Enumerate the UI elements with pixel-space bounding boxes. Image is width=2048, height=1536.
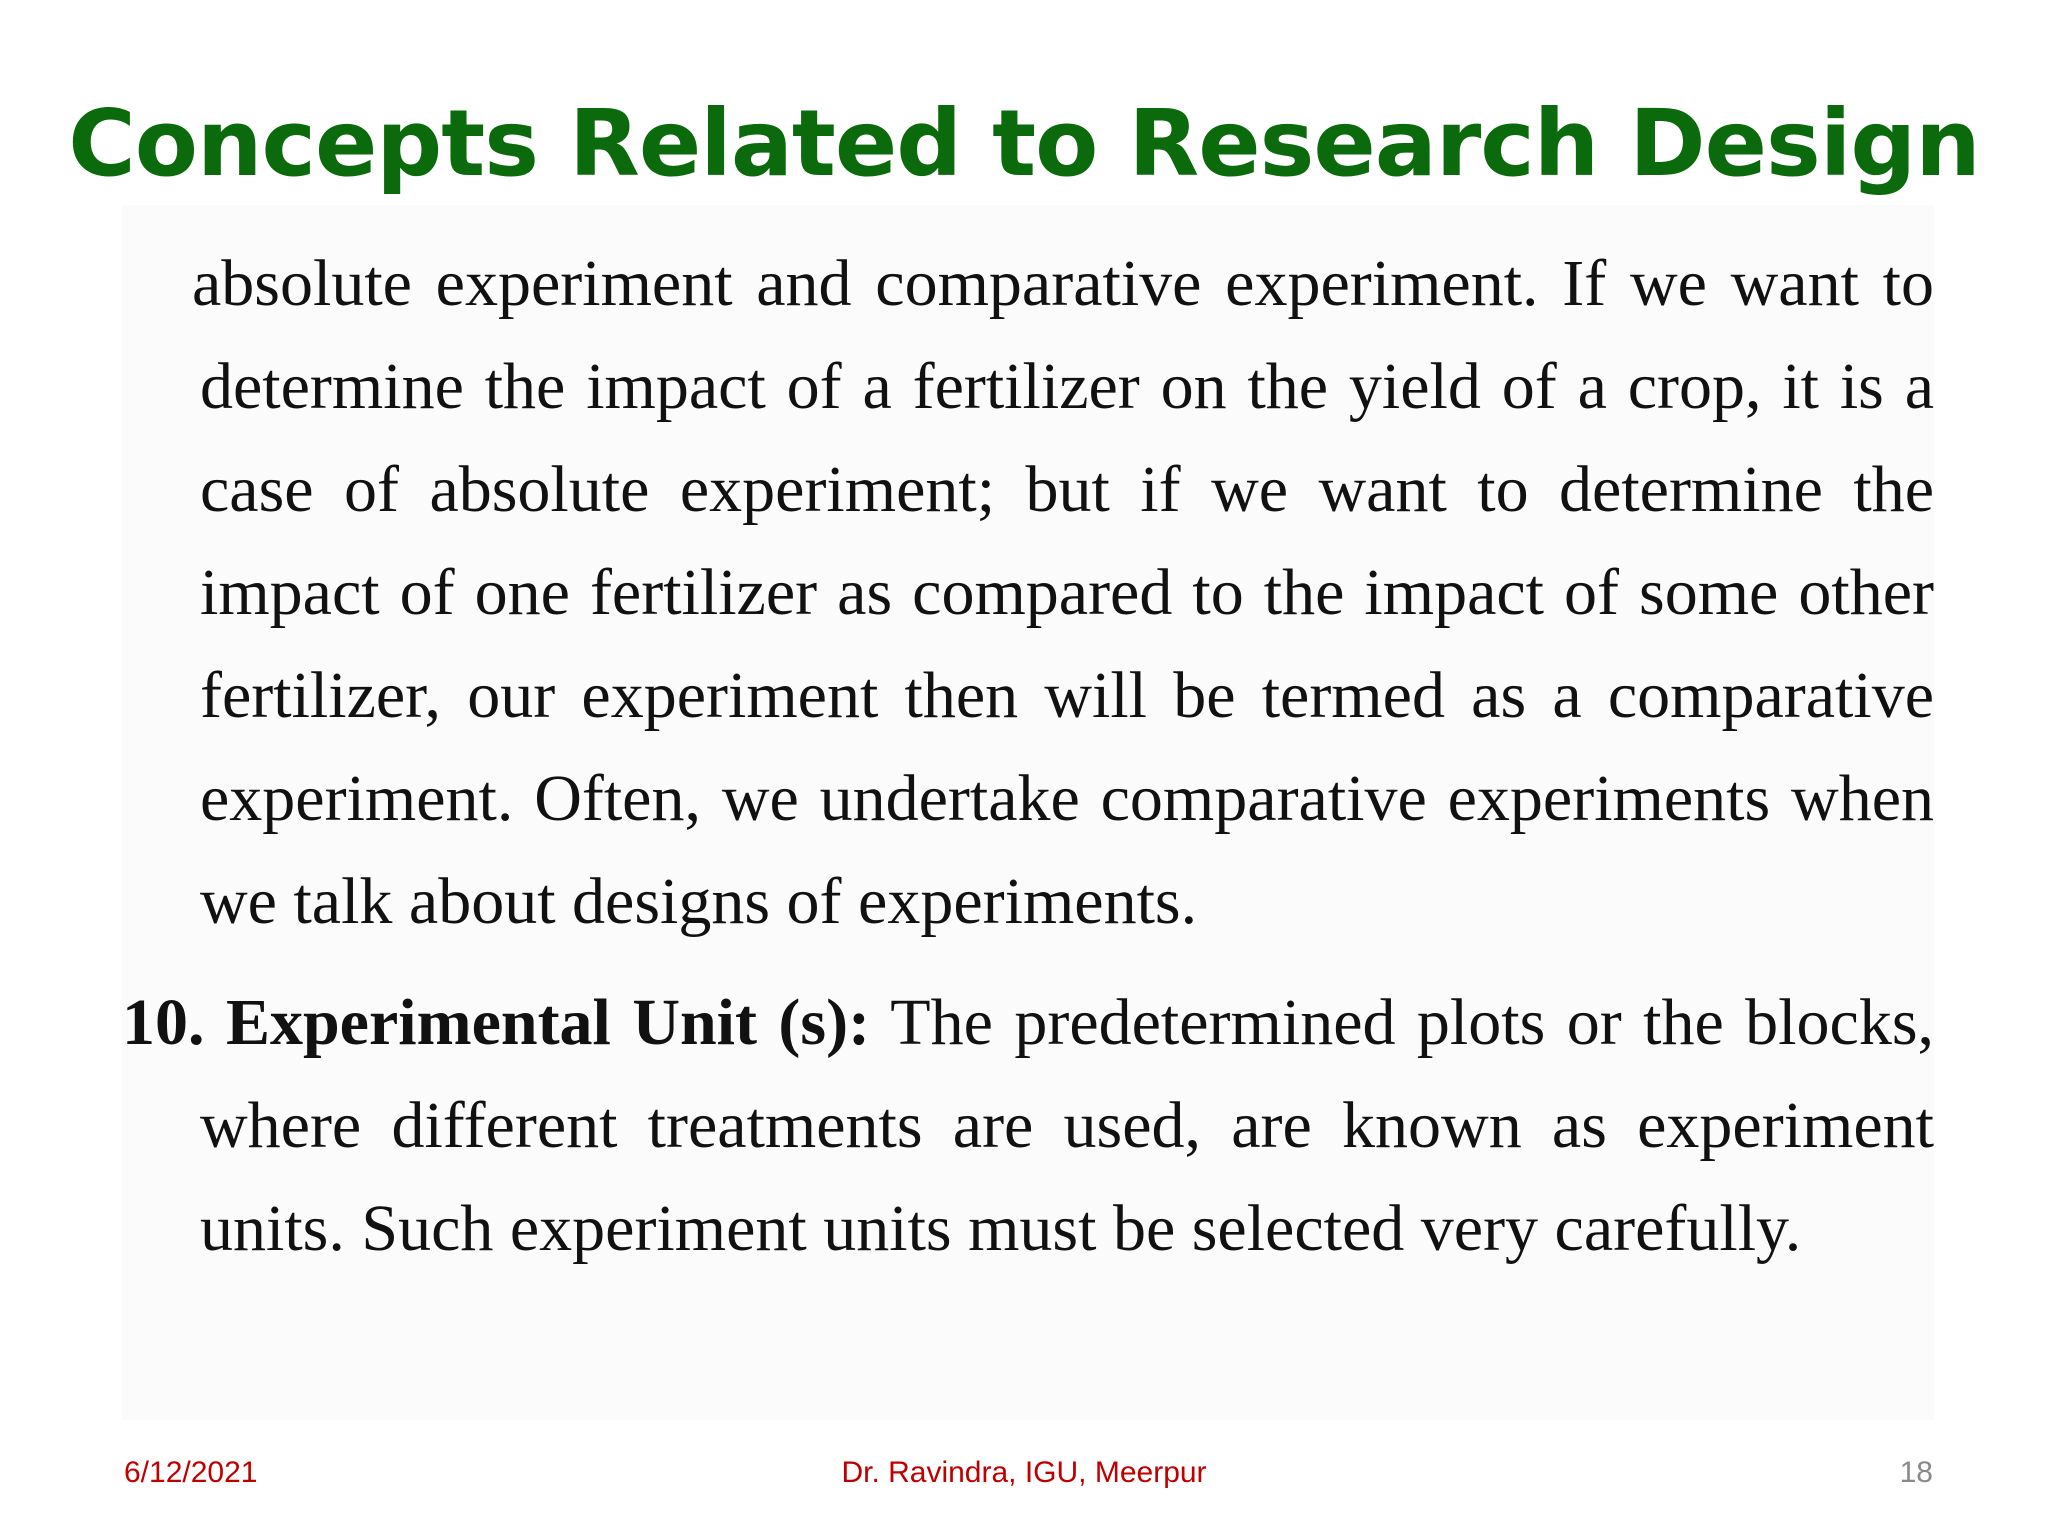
item-number: 10. — [122, 986, 205, 1059]
slide-body — [122, 232, 1934, 1280]
continued-paragraph: absolute experiment and comparative experiment. If we want to determine the impact of a fertilizer on the yield of a crop, it is a case of absolute experiment; but if we want to determine the impact of one fertilizer as compared to the impact of some other fertilizer, our experiment then will be termed as a comparative experiment. Often, we undertake comparative experiments when we talk about designs of experiments. — [192, 247, 1934, 938]
footer-date: 6/12/2021 — [124, 1456, 258, 1489]
footer-author: Dr. Ravindra, IGU, Meerpur — [841, 1456, 1207, 1489]
slide-title: Concepts Related to Research Design — [68, 90, 1980, 197]
list-item-experimental-unit — [122, 971, 1934, 1280]
page-number: 18 — [1899, 1456, 1933, 1489]
item-term: Experimental Unit (s): — [225, 986, 871, 1059]
item-text: The predetermined plots or the blocks, where different treatments are used, are known as experiment units. Such experiment units must be selected very carefully. — [200, 986, 1934, 1265]
